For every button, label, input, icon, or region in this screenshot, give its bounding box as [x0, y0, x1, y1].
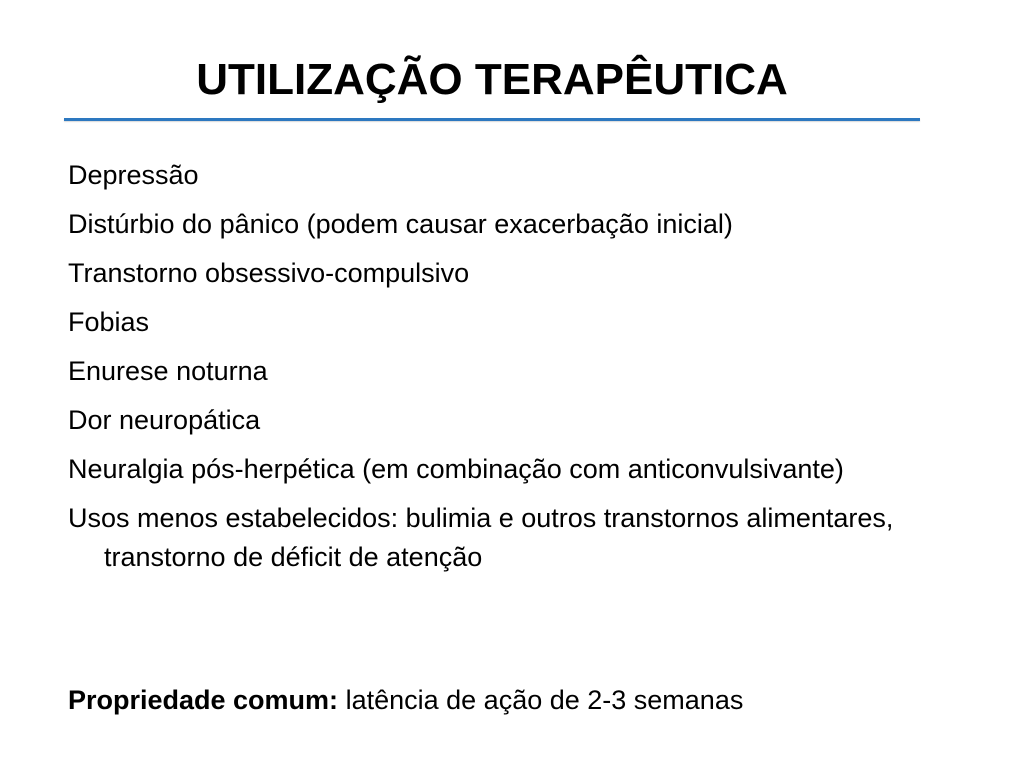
title-underline: [64, 118, 920, 121]
slide-title: UTILIZAÇÃO TERAPÊUTICA: [196, 55, 788, 104]
common-property-label: Propriedade comum:: [68, 685, 339, 715]
common-property: [68, 681, 743, 720]
list-item-phobias: Fobias: [68, 307, 150, 337]
list-item-neuropathic-pain: Dor neuropática: [68, 405, 261, 435]
uses-list: [68, 156, 948, 587]
list-item-ocd: Transtorno obsessivo-compulsivo: [68, 258, 470, 288]
list-item-depression: Depressão: [68, 160, 199, 190]
list-item-postherpetic-neuralgia: Neuralgia pós-herpética (em combinação com anticonvulsivante): [68, 454, 844, 484]
common-property-text: latência de ação de 2-3 semanas: [345, 685, 744, 715]
list-item-less-established-uses: Usos menos estabelecidos: bulimia e outros transtornos alimentares, transtorno de déficit de atenção: [68, 503, 894, 572]
list-item-panic-disorder: Distúrbio do pânico (podem causar exacerbação inicial): [68, 209, 733, 239]
list-item-enuresis: Enurese noturna: [68, 356, 268, 386]
